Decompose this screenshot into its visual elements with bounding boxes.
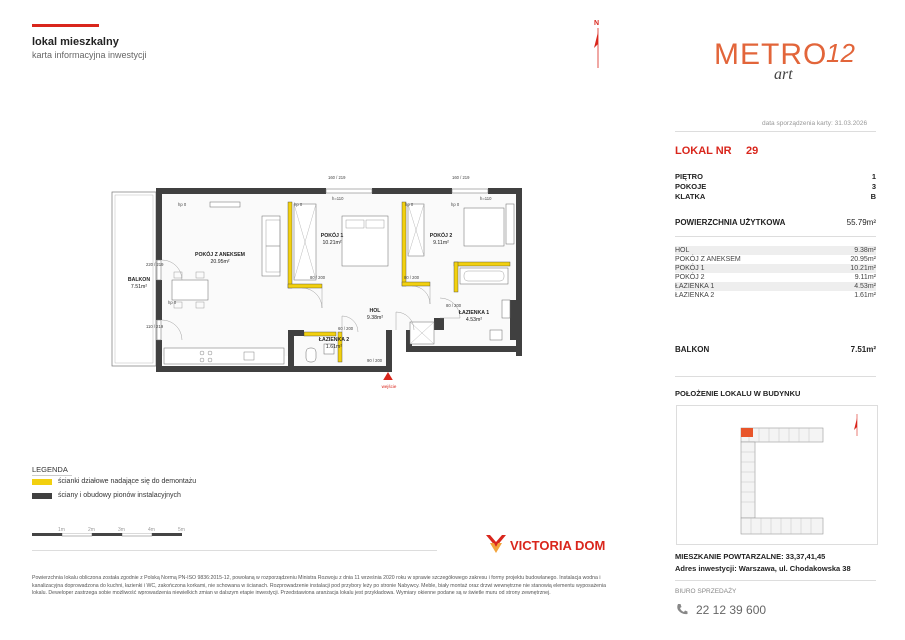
room-name: POKÓJ Z ANEKSEM <box>675 256 741 263</box>
floor-plan <box>110 180 530 380</box>
info-rooms-label: POKOJE <box>675 182 707 191</box>
plan-entrance-label: wejście <box>381 384 397 389</box>
scale-label: 3m <box>118 527 125 533</box>
date-label: data sporządzenia karty: 31.03.2026 <box>762 120 868 127</box>
dim-hp-4: hp 0 <box>451 202 460 207</box>
plan-room-area: 1.61m² <box>325 343 343 350</box>
balcony-label: BALKON <box>675 345 710 354</box>
room-row <box>675 291 876 300</box>
scale-bar <box>32 533 192 539</box>
plan-room-area: 9.11m² <box>433 239 449 246</box>
legend-swatch <box>32 493 52 499</box>
separator <box>675 236 876 237</box>
logo-art: art <box>774 66 793 83</box>
page-title: lokal mieszkalny <box>32 36 119 48</box>
plan-room-name: ŁAZIENKA 1 <box>458 310 490 316</box>
room-name: ŁAZIENKA 1 <box>675 283 715 290</box>
plan-room-name: BALKON <box>127 277 151 283</box>
plan-label-laz1 <box>452 310 496 323</box>
room-name: HOL <box>675 247 690 254</box>
room-row <box>675 282 876 291</box>
room-area: 4.53m² <box>854 283 876 290</box>
lokal-nr-label: LOKAL NR <box>675 145 732 157</box>
info-floor-label: PIĘTRO <box>675 172 703 181</box>
dim-window-1: 160 / 219 <box>328 175 346 180</box>
bed <box>464 208 504 246</box>
total-area <box>675 218 876 227</box>
room-row <box>675 273 876 282</box>
legend-title: LEGENDA <box>32 465 68 474</box>
room-area: 9.11m² <box>854 274 876 281</box>
room-row <box>675 255 876 264</box>
balcony-row <box>675 345 876 354</box>
balcony-value: 7.51m² <box>850 345 876 354</box>
plan-label-pokoj-aneks <box>190 252 250 265</box>
info-staircase-value: B <box>870 192 876 201</box>
room-area: 1.61m² <box>854 292 876 299</box>
separator <box>675 376 876 377</box>
room-name: POKÓJ 2 <box>675 274 705 281</box>
info-staircase <box>675 192 876 201</box>
dim-door-1: 80 / 200 <box>310 275 326 280</box>
scale-label: 4m <box>148 527 155 533</box>
address <box>675 564 851 573</box>
dim-hp-2: hp 0 <box>294 202 303 207</box>
dim-h-1: h=110 <box>332 196 344 201</box>
dim-door-2: 80 / 200 <box>404 275 420 280</box>
legend-item-dark <box>32 492 181 499</box>
legend-item-yellow <box>32 478 196 485</box>
room-area: 9.38m² <box>854 247 876 254</box>
lokal-nr-value: 29 <box>746 145 759 157</box>
info-staircase-label: KLATKA <box>675 192 706 201</box>
dim-door-laz2: 60 / 200 <box>338 326 354 331</box>
separator <box>32 550 437 551</box>
north-label: N <box>594 20 600 27</box>
separator <box>675 580 876 581</box>
total-area-label: POWIERZCHNIA UŻYTKOWA <box>675 218 786 227</box>
plan-room-area: 7.51m² <box>130 283 148 290</box>
info-floor <box>675 172 876 181</box>
plan-room-name: HOL <box>369 308 381 314</box>
legend-swatch <box>32 479 52 485</box>
plan-room-area: 4.53m² <box>465 316 483 323</box>
dim-h-2: h=110 <box>480 196 492 201</box>
room-name: ŁAZIENKA 2 <box>675 292 715 299</box>
total-area-value: 55.79m² <box>846 218 876 227</box>
plan-room-name: ŁAZIENKA 2 <box>318 337 350 343</box>
plan-label-hol <box>360 308 390 321</box>
info-floor-value: 1 <box>871 172 876 181</box>
room-area: 10.21m² <box>850 265 876 272</box>
entrance-arrow-icon <box>382 372 394 380</box>
logo-metro: METRO <box>714 38 828 71</box>
info-rooms <box>675 182 876 191</box>
plan-room-area: 9.38m² <box>366 314 384 321</box>
dim-door-3: 80 / 200 <box>446 303 462 308</box>
north-arrow-icon <box>588 20 610 70</box>
office-label: BIURO SPRZEDAŻY <box>675 588 737 595</box>
plan-room-area: 10.21m² <box>322 239 342 246</box>
phone-icon <box>676 603 688 615</box>
dim-balcony-door-2: 110 / 219 <box>146 324 164 329</box>
plan-label-balkon <box>122 277 156 290</box>
dim-balcony-door-1: 220 / 219 <box>146 262 164 267</box>
address-label: Adres inwestycji: <box>675 564 737 573</box>
scale-label: 1m <box>58 527 65 533</box>
dim-door-entrance: 90 / 200 <box>367 358 383 363</box>
position-title: POŁOŻENIE LOKALU W BUDYNKU <box>675 389 801 398</box>
plan-room-name: POKÓJ 2 <box>429 233 453 239</box>
info-rooms-value: 3 <box>871 182 876 191</box>
disclaimer: Powierzchnia lokalu obliczona została zgodnie z Polską Normą PN-ISO 9836:2015-12, powołaną w rozporządzeniu Ministra Rozwoju z dnia 11 września 2020 roku w sprawie szczegółowego zakresu i formy projektu budowlanego. Instalacja wodna i kanalizacyjna doprowadzona do kuchni, łazienki i WC, zakończona korkami, nie schowana w ścianach. Rozprowadzenie instalacji pod przybory leży po stronie Nabywcy. Meble, biały montaż oraz drzwi wewnętrzne nie stanowią elementu wyposażenia lokalu. Deweloper zastrzega sobie możliwość wprowadzenia niewielkich zmian w dalszym etapie inwestycji. Przedstawiona aranżacja lokalu jest przykładowa. Wymiary okienne podane są w świetle muru od strony zewnętrznej. <box>32 575 606 597</box>
toilet <box>306 348 316 362</box>
kitchen-counter <box>164 348 284 364</box>
plan-label-laz2 <box>314 337 354 350</box>
address-value: Warszawa, ul. Chodakowska 38 <box>738 564 851 573</box>
phone-number[interactable]: 22 12 39 600 <box>696 603 767 617</box>
room-name: POKÓJ 1 <box>675 265 705 272</box>
page-subtitle: karta informacyjna inwestycji <box>32 50 147 60</box>
dim-window-2: 160 / 219 <box>452 175 470 180</box>
building-keyplan <box>676 405 878 545</box>
dim-hp-5: hp 0 <box>168 300 177 305</box>
scale-label: 2m <box>88 527 95 533</box>
separator <box>675 131 876 132</box>
bathtub <box>460 268 508 284</box>
plan-label-pokoj1 <box>314 233 350 246</box>
room-area: 20.95m² <box>850 256 876 263</box>
legend-text: ścianki działowe nadające się do demontażu <box>58 478 197 485</box>
dim-hp-1: hp 0 <box>178 202 187 207</box>
room-row <box>675 246 876 255</box>
dining-table <box>172 280 208 300</box>
legend-text: ściany i obudowy pionów instalacyjnych <box>58 492 181 499</box>
developer-name: VICTORIA DOM <box>510 538 606 553</box>
plan-room-area: 20.95m² <box>210 258 230 265</box>
logo-number: 12 <box>826 38 855 68</box>
plan-room-name: POKÓJ Z ANEKSEM <box>195 252 245 258</box>
plan-label-pokoj2 <box>423 233 459 246</box>
header-accent-bar <box>32 24 99 27</box>
unit-highlight <box>741 428 753 437</box>
scale-label: 5m <box>178 527 185 533</box>
building-keyplan-drawing <box>677 406 877 544</box>
victoria-dom-logo-icon <box>484 533 508 555</box>
repeat-units: MIESZKANIE POWTARZALNE: 33,37,41,45 <box>675 552 826 561</box>
dim-hp-3: hp 0 <box>405 202 414 207</box>
plan-room-name: POKÓJ 1 <box>320 233 344 239</box>
room-row <box>675 264 876 273</box>
separator <box>32 475 72 476</box>
